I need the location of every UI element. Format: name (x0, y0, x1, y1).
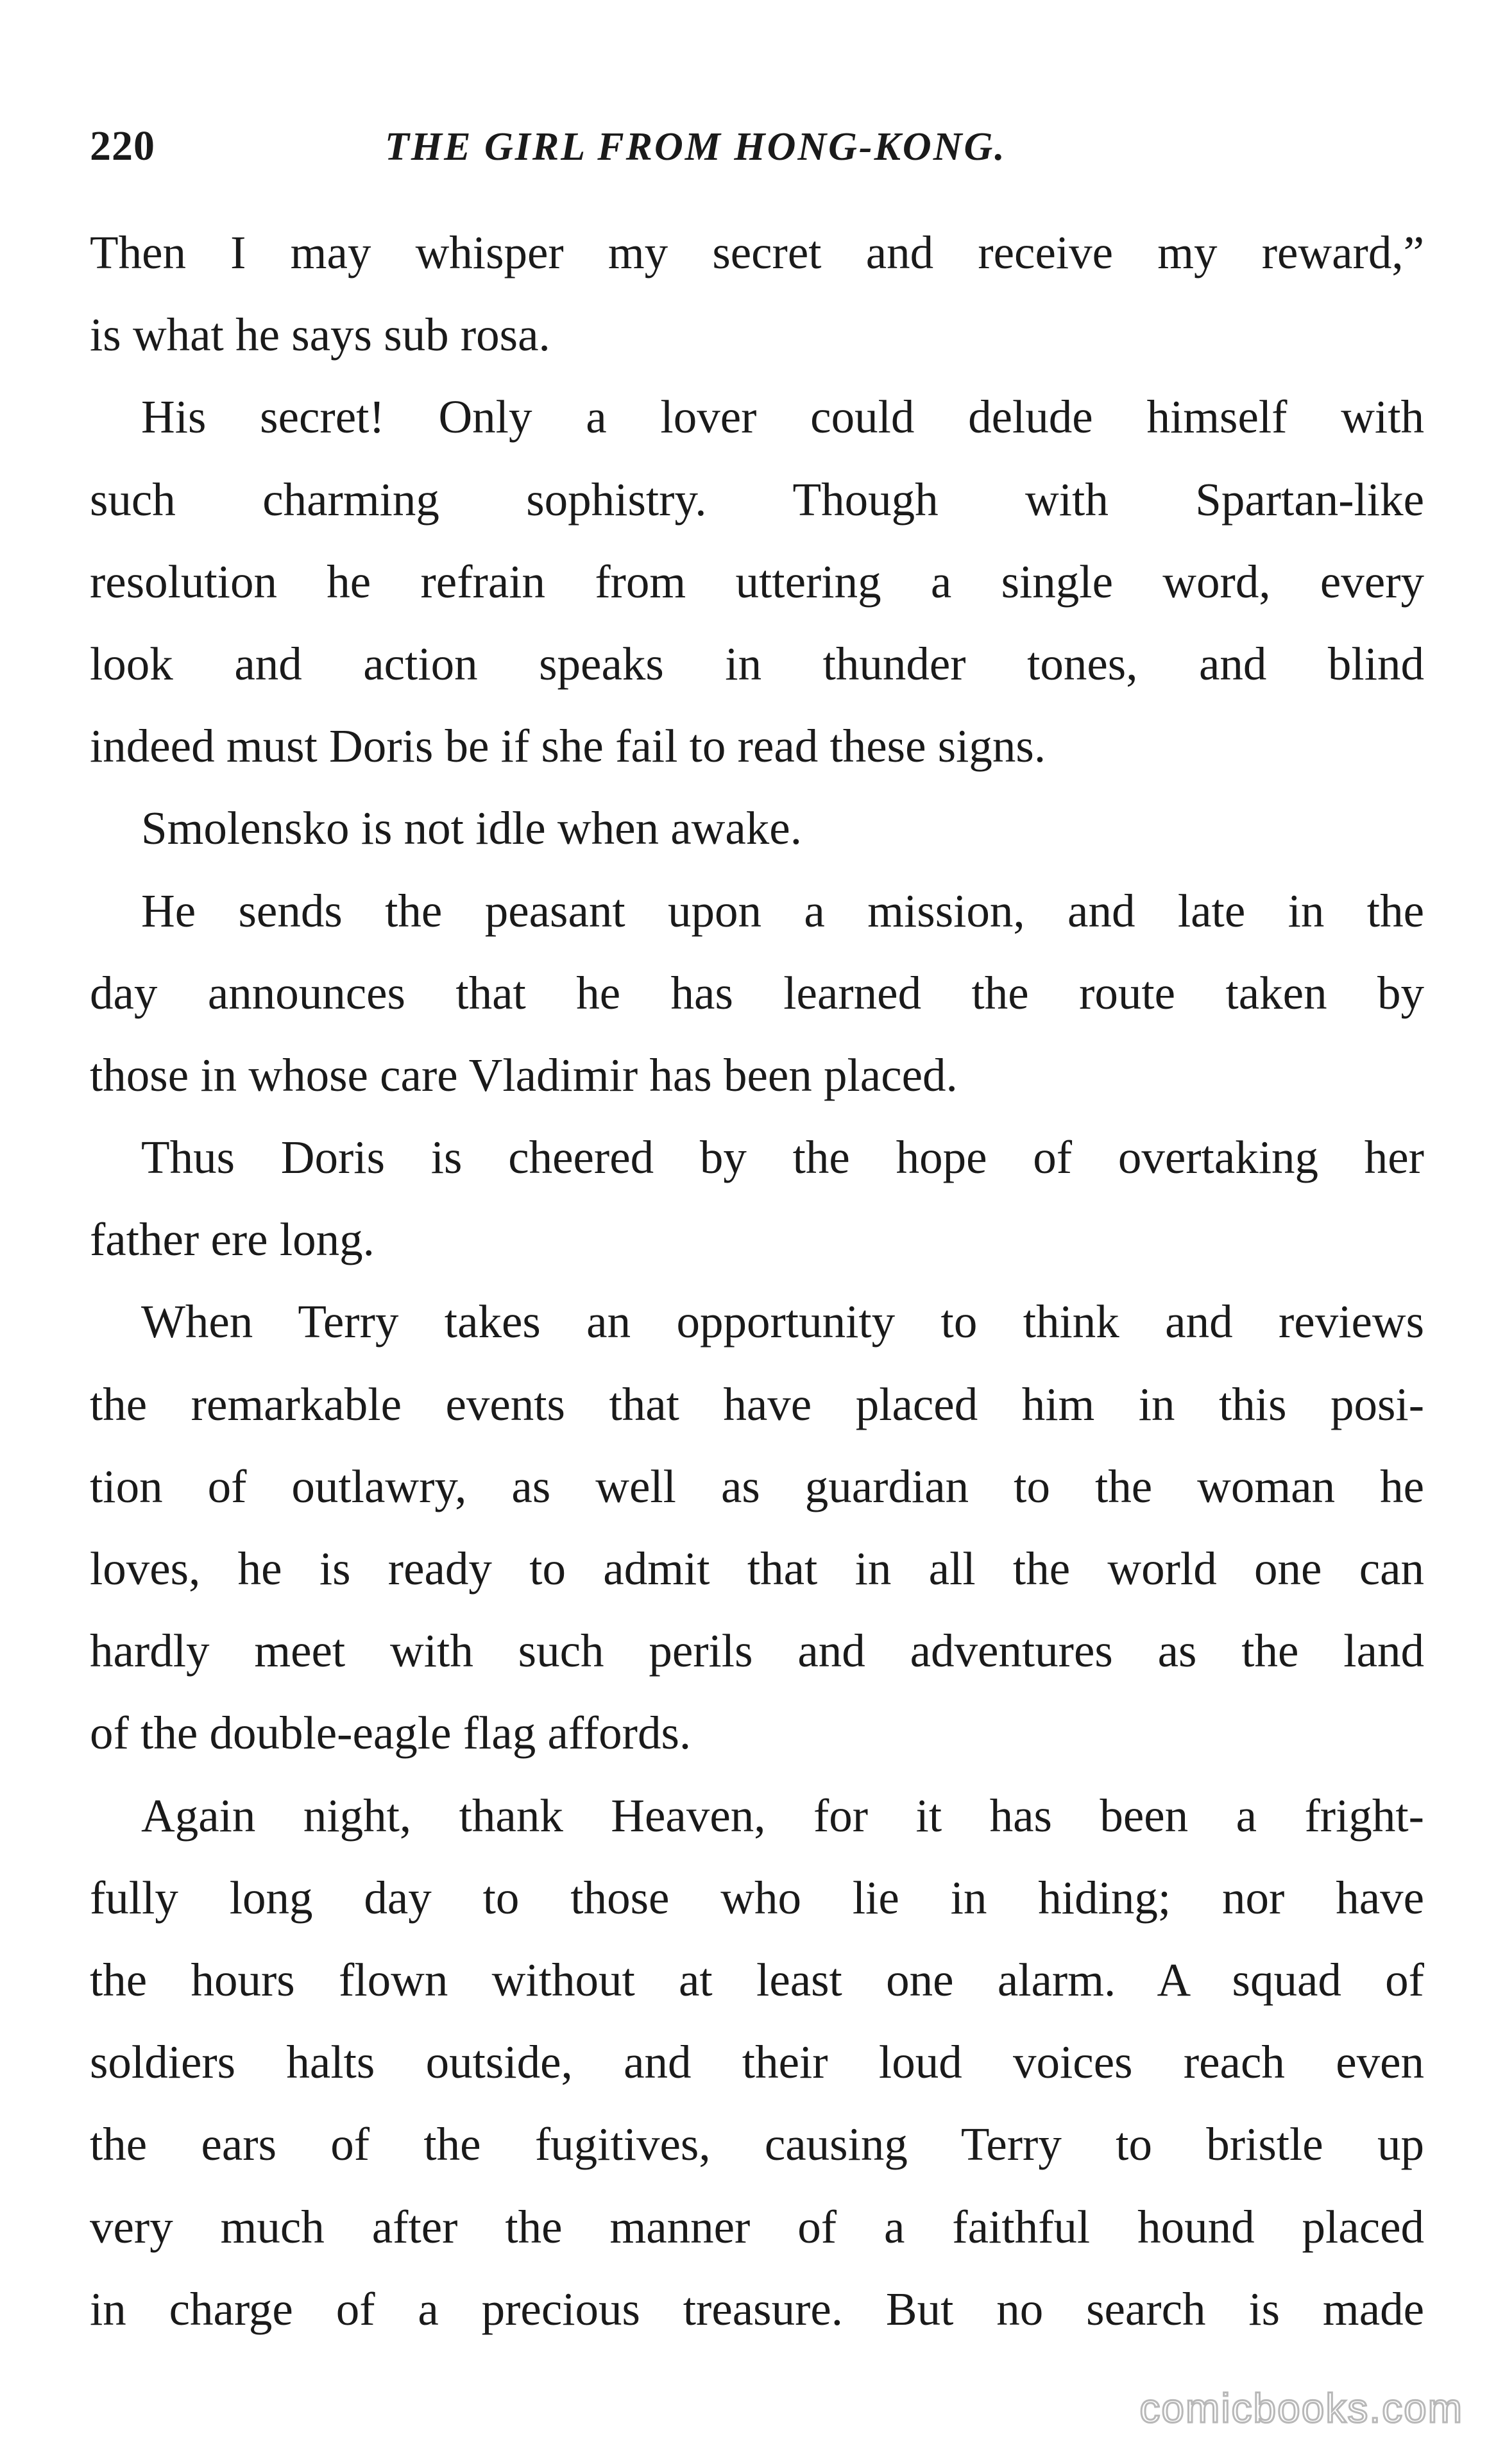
text-line: fully long day to those who lie in hiding; nor have (90, 1871, 1424, 1924)
paragraph-first-line: Smolensko is not idle when awake. (141, 802, 802, 855)
text-line: indeed must Doris be if she fail to read these signs. (90, 720, 1046, 773)
text-line: the hours flown without at least one alarm. A squad of (90, 1953, 1424, 2006)
body-text (90, 212, 1424, 2350)
text-line: resolution he refrain from uttering a single word, every (90, 555, 1424, 608)
text-line: tion of outlawry, as well as guardian to the woman he (90, 1460, 1424, 1512)
text-line: look and action speaks in thunder tones, and blind (90, 637, 1424, 690)
paragraph-first-line: Again night, thank Heaven, for it has been a fright- (141, 1789, 1424, 1842)
text-line: father ere long. (90, 1213, 375, 1266)
paragraph-first-line: Thus Doris is cheered by the hope of overtaking her (141, 1131, 1424, 1184)
text-line: in charge of a precious treasure. But no search is made (90, 2282, 1424, 2335)
paragraph-first-line: His secret! Only a lover could delude himself with (141, 391, 1424, 443)
watermark: comicbooks.com (1139, 2385, 1463, 2431)
text-line: Then I may whisper my secret and receive my reward,” (90, 227, 1424, 278)
text-line: day announces that he has learned the route taken by (90, 966, 1424, 1019)
page-number: 220 (90, 123, 155, 169)
text-line: such charming sophistry. Though with Spartan-like (90, 473, 1424, 526)
text-line: the remarkable events that have placed him in this posi- (90, 1378, 1424, 1430)
text-line: loves, he is ready to admit that in all the world one can (90, 1543, 1424, 1595)
text-line: the ears of the fugitives, causing Terry to bristle up (90, 2118, 1424, 2171)
text-line: soldiers halts outside, and their loud voices reach even (90, 2036, 1424, 2089)
paragraph-first-line: He sends the peasant upon a mission, and late in the (141, 884, 1424, 937)
running-title: THE GIRL FROM HONG-KONG. (385, 125, 1007, 169)
paragraph-first-line: When Terry takes an opportunity to think and reviews (141, 1296, 1424, 1348)
text-line: very much after the manner of a faithful hound placed (90, 2200, 1424, 2253)
running-head (90, 122, 1415, 180)
text-line: hardly meet with such perils and adventures as the land (90, 1625, 1424, 1677)
text-line: those in whose care Vladimir has been placed. (90, 1048, 958, 1101)
text-line: of the double-eagle flag affords. (90, 1707, 692, 1759)
text-line: is what he says sub rosa. (90, 309, 550, 361)
